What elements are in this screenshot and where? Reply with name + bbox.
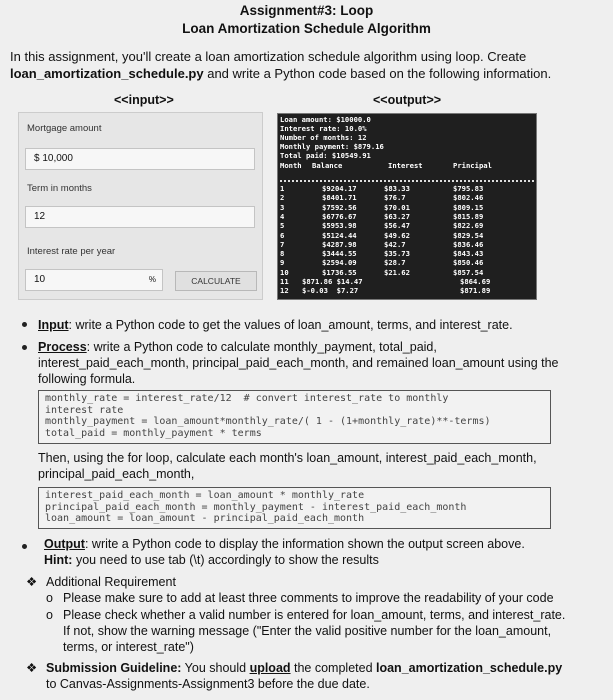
console-cell: 11 — [280, 277, 289, 286]
console-cell: $63.27 — [384, 211, 410, 221]
bullet-process — [38, 339, 598, 387]
hint-heading: Hint: — [44, 553, 73, 567]
console-cell: 12 — [280, 286, 289, 296]
req2-line-2: If not, show the warning message ("Enter the valid positive number for the loan_amount, — [63, 624, 552, 638]
mortgage-amount-input[interactable]: $ 10,000 — [25, 148, 255, 170]
console-cell: $49.62 — [384, 230, 410, 240]
console-column-header: Month — [280, 160, 302, 170]
req2-line-1: Please check whether a valid number is entered for loan_amount, terms, and interest_rate. — [63, 608, 566, 622]
output-label: <<output>> — [373, 93, 442, 107]
mortgage-amount-label: Mortgage amount — [27, 123, 102, 134]
bullet-output — [44, 536, 604, 568]
console-header-line: Total paid: $10549.91 — [280, 151, 371, 161]
console-cell: $836.46 — [453, 239, 484, 249]
submission-text-a: You should — [181, 661, 250, 675]
formula-code-block-2 — [38, 487, 551, 529]
input-label: <<input>> — [114, 93, 174, 107]
submission-filename: loan_amortization_schedule.py — [376, 661, 563, 675]
code-line: interest_paid_each_month = loan_amount * monthly_rate — [45, 490, 365, 501]
console-cell: 1 — [280, 184, 285, 193]
submission-text-b: the completed — [290, 661, 376, 675]
term-input[interactable]: 12 — [25, 206, 255, 228]
submission-heading: Submission Guideline: — [46, 661, 182, 675]
assignment-title: Assignment#3: Loop — [239, 3, 374, 18]
console-separator — [280, 180, 534, 182]
console-cell: $-0.03 $7.27 — [302, 286, 359, 296]
console-cell: $1736.55 — [322, 267, 357, 277]
console-column-header: Balance — [312, 160, 343, 170]
console-cell: 4 — [280, 211, 285, 221]
input-heading: Input — [38, 318, 69, 332]
console-column-header: Interest — [388, 160, 423, 170]
diamond-bullet-icon: ❖ — [26, 575, 38, 589]
console-column-header: Principal — [453, 160, 492, 170]
console-header-line: Monthly payment: $879.16 — [280, 142, 384, 152]
console-cell: $35.73 — [384, 249, 410, 259]
console-cell: 3 — [280, 202, 285, 212]
console-cell: $56.47 — [384, 221, 410, 231]
input-panel — [18, 112, 263, 300]
console-cell: 6 — [280, 230, 285, 240]
console-cell: $871.86 $14.47 — [302, 277, 363, 286]
diamond-bullet-icon: ❖ — [26, 661, 38, 675]
console-cell: $829.54 — [453, 230, 484, 240]
then-text-1: Then, using the for loop, calculate each month's loan_amount, interest_paid_each_month, — [38, 451, 537, 465]
console-cell: $864.69 — [460, 277, 491, 286]
console-header-line: Loan amount: $10000.0 — [280, 115, 371, 124]
submission-text-c: to Canvas-Assignments-Assignment3 before the due date. — [46, 677, 370, 691]
then-paragraph — [38, 450, 598, 482]
bullet-dot — [22, 544, 27, 549]
console-cell: $8401.71 — [322, 193, 357, 203]
console-cell: $21.62 — [384, 267, 410, 277]
upload-word: upload — [249, 661, 291, 675]
console-cell: $83.33 — [384, 184, 410, 193]
console-cell: $5124.44 — [322, 230, 357, 240]
process-text-1: : write a Python code to calculate monthly_payment, total_paid, — [86, 340, 437, 354]
console-cell: $871.89 — [460, 286, 491, 296]
code-line: monthly_rate = interest_rate/12 # convert interest_rate to monthly — [45, 393, 449, 404]
calculate-button[interactable]: CALCULATE — [175, 271, 257, 291]
bullet-dot — [22, 322, 27, 327]
additional-requirement-heading: Additional Requirement — [46, 575, 176, 589]
requirement-comments: Please make sure to add at least three comments to improve the readability of your code — [63, 591, 554, 605]
console-cell: $850.46 — [453, 258, 484, 268]
assignment-subtitle: Loan Amortization Schedule Algorithm — [182, 21, 431, 36]
console-cell: $809.15 — [453, 202, 484, 212]
intro-line-1: In this assignment, you'll create a loan amortization schedule algorithm using loop. Create — [10, 49, 527, 64]
term-label: Term in months — [27, 183, 92, 194]
console-cell: $70.01 — [384, 202, 410, 212]
output-text: : write a Python code to display the information shown the output screen above. — [84, 537, 525, 551]
circle-bullet-icon: o — [46, 608, 53, 622]
formula-code-block-1 — [38, 390, 551, 444]
percent-sign: % — [148, 275, 156, 284]
code-line: principal_paid_each_month = monthly_payment - interest_paid_each_month — [45, 501, 467, 513]
interest-rate-input[interactable] — [25, 269, 163, 291]
console-cell: $857.54 — [453, 267, 484, 277]
console-cell: $843.43 — [453, 249, 484, 259]
code-line: total_paid = monthly_payment * terms — [45, 427, 262, 439]
intro-filename: loan_amortization_schedule.py — [10, 66, 204, 81]
circle-bullet-icon: o — [46, 591, 53, 605]
interest-rate-value: 10 — [34, 274, 46, 285]
process-text-2: interest_paid_each_month, principal_paid_each_month, and remained loan_amount using the — [38, 356, 559, 370]
requirement-validation — [63, 607, 608, 655]
console-cell: $2594.09 — [322, 258, 357, 268]
console-cell: 9 — [280, 258, 285, 268]
console-cell: 7 — [280, 239, 285, 249]
console-cell: $795.83 — [453, 184, 484, 193]
console-cell: $802.46 — [453, 193, 484, 203]
output-heading: Output — [44, 537, 85, 551]
console-cell: $6776.67 — [322, 211, 357, 221]
console-cell: $9204.17 — [322, 184, 357, 193]
console-cell: $4287.98 — [322, 239, 357, 249]
console-cell: $815.89 — [453, 211, 484, 221]
then-text-2: principal_paid_each_month, — [38, 467, 195, 481]
code-line: interest rate — [45, 404, 124, 416]
process-heading: Process — [38, 340, 87, 354]
req2-line-3: terms, or interest_rate") — [63, 640, 194, 654]
hint-text: you need to use tab (\t) accordingly to show the results — [72, 553, 379, 567]
process-text-3: following formula. — [38, 372, 136, 386]
bullet-dot — [22, 345, 27, 350]
console-header-line: Interest rate: 10.0% — [280, 124, 367, 134]
console-cell: $76.7 — [384, 193, 406, 203]
console-cell: $822.69 — [453, 221, 484, 231]
output-console — [277, 113, 537, 300]
interest-rate-label: Interest rate per year — [27, 246, 116, 257]
input-text: : write a Python code to get the values of loan_amount, terms, and interest_rate. — [68, 318, 513, 332]
console-cell: $28.7 — [384, 258, 406, 268]
console-cell: 10 — [280, 267, 289, 277]
console-cell: 5 — [280, 221, 285, 231]
intro-paragraph — [10, 48, 605, 82]
bullet-input — [38, 317, 513, 333]
console-cell: $3444.55 — [322, 249, 357, 259]
submission-guideline — [46, 660, 606, 692]
console-header-line: Number of months: 12 — [280, 133, 367, 143]
code-line: loan_amount = loan_amount - principal_paid_each_month — [45, 513, 365, 524]
console-cell: 8 — [280, 249, 285, 259]
code-line: monthly_payment = loan_amount*monthly_rate/( 1 - (1+monthly_rate)**-terms) — [45, 416, 491, 427]
console-cell: $5953.98 — [322, 221, 357, 231]
console-cell: 2 — [280, 193, 285, 203]
console-cell: $42.7 — [384, 239, 406, 249]
console-cell: $7592.56 — [322, 202, 357, 212]
intro-line-2: and write a Python code based on the following information. — [203, 66, 552, 81]
